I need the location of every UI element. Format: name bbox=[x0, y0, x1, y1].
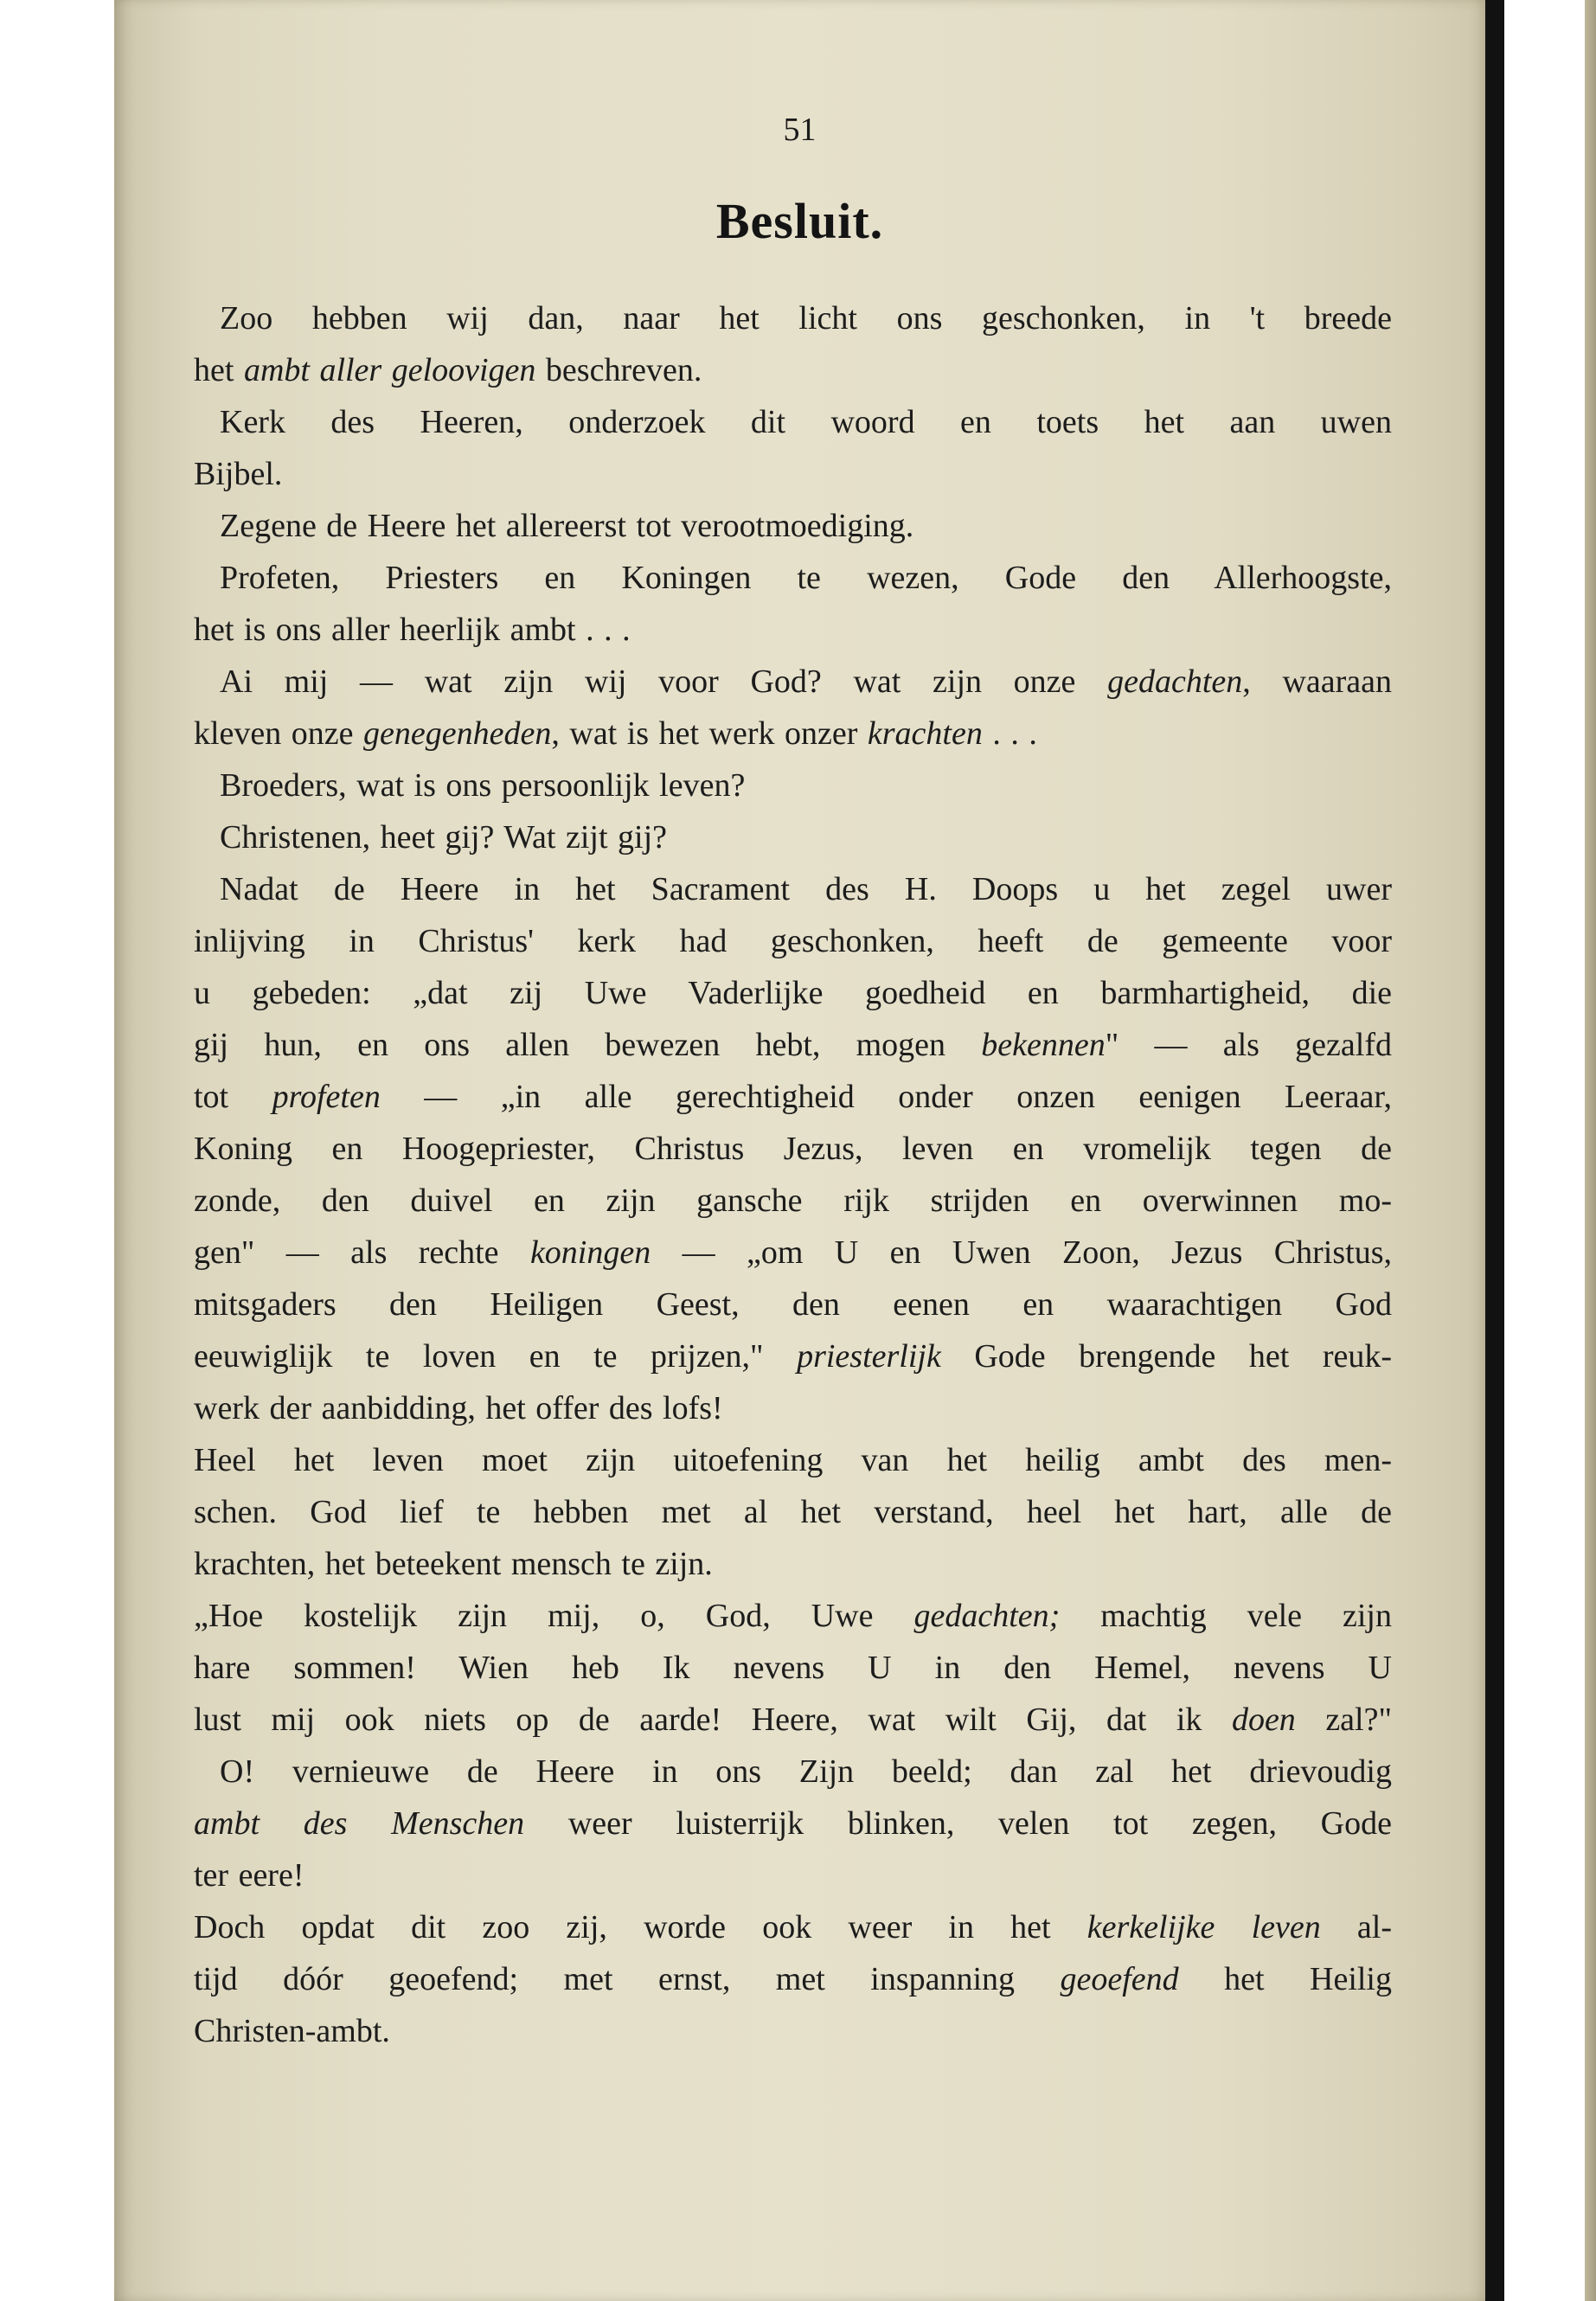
text-segment: weer luisterrijk blinken, velen tot zegen, Gode bbox=[524, 1805, 1392, 1842]
text-segment: kleven onze bbox=[194, 715, 364, 752]
text-segment: het Heilig bbox=[1178, 1961, 1392, 1997]
text-segment: krachten, het beteekent mensch te zijn. bbox=[194, 1546, 713, 1582]
text-line bbox=[194, 1849, 1392, 1901]
text-segment: Zoo hebben wij dan, naar het licht ons geschonken, in 't breede bbox=[220, 300, 1392, 336]
text-segment: Profeten, Priesters en Koningen te wezen, Gode den Allerhoogste, bbox=[220, 560, 1392, 596]
text-line bbox=[194, 1901, 1392, 1953]
text-line bbox=[194, 1694, 1392, 1746]
text-segment: Broeders, wat is ons persoonlijk leven? bbox=[220, 767, 746, 804]
text-line bbox=[194, 1019, 1392, 1071]
text-line bbox=[194, 863, 1392, 915]
italic-text: geoefend bbox=[1060, 1961, 1179, 1997]
text-line bbox=[194, 396, 1392, 448]
italic-text: ambt aller geloovigen bbox=[243, 352, 536, 388]
text-segment: Nadat de Heere in het Sacrament des H. Doops u het zegel uwer bbox=[220, 871, 1392, 907]
text-segment: u gebeden: „dat zij Uwe Vaderlijke goedheid en barmhartigheid, die bbox=[194, 975, 1392, 1011]
text-line bbox=[194, 1123, 1392, 1175]
text-segment: lust mij ook niets op de aarde! Heere, wat wilt Gij, dat ik bbox=[194, 1702, 1232, 1738]
text-segment: gij hun, en ons allen bewezen hebt, mogen bbox=[194, 1027, 982, 1063]
text-segment: zonde, den duivel en zijn gansche rijk strijden en overwinnen mo- bbox=[194, 1183, 1392, 1219]
text-segment: Bijbel. bbox=[194, 456, 283, 492]
text-segment: inlijving in Christus' kerk had geschonken, heeft de gemeente voor bbox=[194, 923, 1392, 959]
text-line bbox=[194, 500, 1392, 552]
text-segment: mitsgaders den Heiligen Geest, den eenen en waarachtigen God bbox=[194, 1286, 1392, 1323]
italic-text: doen bbox=[1231, 1702, 1296, 1738]
text-line bbox=[194, 1175, 1392, 1227]
text-line bbox=[194, 1434, 1392, 1486]
text-line bbox=[194, 1279, 1392, 1330]
text-segment: , waaraan bbox=[1242, 663, 1393, 700]
text-segment: zal?" bbox=[1295, 1702, 1392, 1738]
page-edge bbox=[1585, 0, 1596, 2301]
text-segment: O! vernieuwe de Heere in ons Zijn beeld; dan zal het drievoudig bbox=[220, 1753, 1392, 1790]
scan-border bbox=[1485, 0, 1504, 2301]
text-segment: het is ons aller heerlijk ambt . . . bbox=[194, 612, 631, 648]
text-segment: Ai mij — wat zijn wij voor God? wat zijn onze bbox=[220, 663, 1108, 700]
text-line bbox=[194, 967, 1392, 1019]
text-line bbox=[194, 656, 1392, 708]
text-line bbox=[194, 1071, 1392, 1123]
text-line bbox=[194, 1746, 1392, 1798]
italic-text: ambt des Menschen bbox=[194, 1805, 525, 1842]
italic-text: gedachten bbox=[1107, 663, 1243, 700]
italic-text: koningen bbox=[529, 1234, 651, 1271]
text-segment: het bbox=[194, 352, 244, 388]
text-line bbox=[194, 708, 1392, 760]
text-segment: " — als gezalfd bbox=[1105, 1027, 1392, 1063]
text-segment: — „om U en Uwen Zoon, Jezus Christus, bbox=[651, 1234, 1392, 1271]
text-segment: . . . bbox=[982, 715, 1037, 752]
text-segment: machtig vele zijn bbox=[1060, 1598, 1392, 1634]
text-segment: eeuwiglijk te loven en te prijzen," bbox=[194, 1338, 798, 1375]
text-segment: — „in alle gerechtigheid onder onzen eenigen Leeraar, bbox=[380, 1079, 1393, 1115]
italic-text: krachten bbox=[867, 715, 983, 752]
text-line bbox=[194, 1330, 1392, 1382]
text-line bbox=[194, 1538, 1392, 1590]
italic-text: profeten bbox=[272, 1079, 381, 1115]
italic-text: gedachten; bbox=[913, 1598, 1061, 1634]
section-heading: Besluit. bbox=[715, 193, 884, 249]
text-segment: hare sommen! Wien heb Ik nevens U in den Hemel, nevens U bbox=[194, 1650, 1392, 1686]
text-line bbox=[194, 344, 1392, 396]
italic-text: priesterlijk bbox=[797, 1338, 941, 1375]
page-number: 51 bbox=[783, 112, 817, 148]
text-segment: schen. God lief te hebben met al het verstand, heel het hart, alle de bbox=[194, 1494, 1392, 1530]
text-line bbox=[194, 1642, 1392, 1694]
text-line bbox=[194, 1486, 1392, 1538]
text-segment: Heel het leven moet zijn uitoefening van het heilig ambt des men- bbox=[194, 1442, 1392, 1478]
text-segment: ter eere! bbox=[194, 1857, 304, 1894]
text-line bbox=[194, 1953, 1392, 2005]
text-line bbox=[194, 1798, 1392, 1849]
text-segment: Doch opdat dit zoo zij, worde ook weer in het bbox=[194, 1909, 1087, 1945]
body-text bbox=[194, 292, 1392, 2057]
text-line bbox=[194, 448, 1392, 500]
text-segment: tijd dóór geoefend; met ernst, met inspanning bbox=[194, 1961, 1061, 1997]
text-segment: Kerk des Heeren, onderzoek dit woord en toets het aan uwen bbox=[220, 404, 1392, 440]
text-segment: Koning en Hoogepriester, Christus Jezus, leven en vromelijk tegen de bbox=[194, 1131, 1392, 1167]
text-line bbox=[194, 1590, 1392, 1642]
text-line bbox=[194, 552, 1392, 604]
text-segment: werk der aanbidding, het offer des lofs! bbox=[194, 1390, 723, 1426]
text-line bbox=[194, 915, 1392, 967]
italic-text: bekennen bbox=[981, 1027, 1106, 1063]
text-segment: beschreven. bbox=[535, 352, 702, 388]
text-line bbox=[194, 604, 1392, 656]
text-line bbox=[194, 1227, 1392, 1279]
text-segment: Christen-ambt. bbox=[194, 2013, 390, 2049]
text-segment: „Hoe kostelijk zijn mij, o, God, Uwe bbox=[194, 1598, 914, 1634]
text-segment: Christenen, heet gij? Wat zijt gij? bbox=[220, 819, 667, 856]
text-segment: , wat is het werk onzer bbox=[551, 715, 868, 752]
text-segment: Zegene de Heere het allereerst tot verootmoediging. bbox=[220, 508, 914, 544]
italic-text: genegenheden bbox=[363, 715, 552, 752]
text-segment: gen" — als rechte bbox=[194, 1234, 530, 1271]
text-segment: tot bbox=[194, 1079, 272, 1115]
text-line bbox=[194, 760, 1392, 811]
text-line bbox=[194, 1382, 1392, 1434]
text-line bbox=[194, 292, 1392, 344]
italic-text: kerkelijke leven bbox=[1086, 1909, 1321, 1945]
text-line bbox=[194, 811, 1392, 863]
text-segment: Gode brengende het reuk- bbox=[940, 1338, 1392, 1375]
book-page bbox=[114, 0, 1485, 2301]
text-segment: al- bbox=[1320, 1909, 1393, 1945]
text-line bbox=[194, 2005, 1392, 2057]
